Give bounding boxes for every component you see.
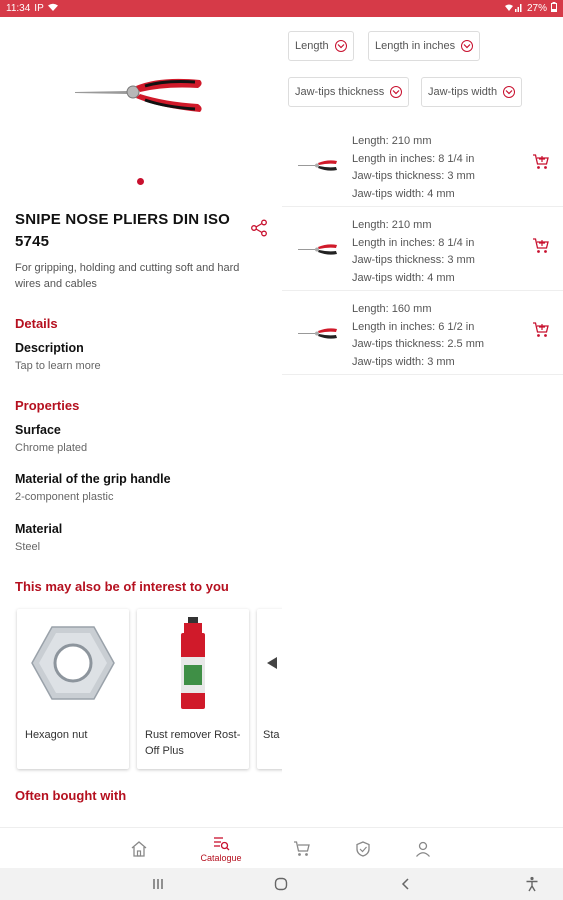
nav-shield[interactable] (338, 832, 388, 866)
filter-jaw-tips-width[interactable] (421, 77, 522, 107)
status-bar (0, 0, 563, 17)
variant-width: Jaw-tips width: 4 mm (352, 187, 455, 200)
variant-specs (352, 217, 475, 287)
description-label: Description (15, 341, 84, 355)
variant-length-inches: Length in inches: 8 1/4 in (352, 152, 475, 165)
filter-label: Jaw-tips thickness (295, 86, 385, 98)
shield-icon (354, 840, 372, 858)
filter-jaw-tips-thickness[interactable] (288, 77, 409, 107)
recommendations-heading: This may also be of interest to you (15, 579, 229, 594)
nav-account[interactable] (398, 832, 448, 866)
property-label-material: Material (15, 522, 63, 536)
nav-home[interactable] (114, 832, 164, 866)
details-heading: Details (15, 316, 58, 331)
product-card[interactable] (257, 609, 282, 769)
variant-length: Length: 160 mm (352, 303, 432, 315)
recommendations-carousel[interactable] (0, 609, 282, 771)
share-icon[interactable] (250, 219, 268, 237)
description-value: Tap to learn more (15, 360, 101, 372)
product-card-name: Sta (263, 729, 280, 741)
variant-thickness: Jaw-tips thickness: 3 mm (352, 254, 475, 266)
status-carrier: IP (34, 3, 44, 14)
signal-icon (505, 3, 523, 15)
variant-specs (352, 133, 475, 203)
cart-icon (293, 840, 311, 858)
properties-heading: Properties (15, 398, 80, 413)
product-card-name: Hexagon nut (25, 729, 88, 741)
product-description: For gripping, holding and cutting soft and hard wires and cables (15, 262, 240, 290)
back-icon (400, 877, 412, 891)
add-to-cart-icon[interactable] (532, 237, 550, 255)
chevron-down-icon (461, 40, 473, 52)
variant-thickness: Jaw-tips thickness: 2.5 mm (352, 338, 485, 350)
home-circle-icon (274, 877, 288, 891)
spray-can-image (147, 617, 239, 709)
status-time: 11:34 (6, 3, 31, 14)
nav-cart[interactable] (277, 832, 327, 866)
wifi-icon (48, 3, 58, 14)
filter-length[interactable] (288, 31, 354, 61)
variant-length: Length: 210 mm (352, 135, 432, 147)
variants-pane (282, 17, 563, 827)
image-pager-dot[interactable] (137, 178, 144, 185)
accessibility-icon (525, 876, 539, 892)
filter-length-inches[interactable] (368, 31, 480, 61)
variant-length-inches: Length in inches: 6 1/2 in (352, 320, 475, 333)
add-to-cart-icon[interactable] (532, 153, 550, 171)
product-detail-pane (0, 17, 282, 827)
product-image[interactable] (70, 72, 210, 132)
property-label-grip: Material of the grip handle (15, 472, 171, 486)
variant-thickness: Jaw-tips thickness: 3 mm (352, 170, 475, 182)
back-button[interactable] (398, 876, 414, 892)
nav-catalogue-label: Catalogue (200, 852, 242, 863)
chevron-down-icon (390, 86, 402, 98)
variant-length: Length: 210 mm (352, 219, 432, 231)
chevron-down-icon (335, 40, 347, 52)
variant-length-inches: Length in inches: 8 1/4 in (352, 236, 475, 249)
property-value-grip: 2-component plastic (15, 491, 114, 503)
product-card-name: Rust remover Rost-Off Plus (145, 729, 241, 757)
filter-label: Jaw-tips width (428, 86, 498, 98)
hexagon-nut-image (27, 617, 119, 709)
property-value-material: Steel (15, 541, 41, 553)
variant-row[interactable] (282, 207, 563, 291)
add-to-cart-icon[interactable] (532, 321, 550, 339)
often-bought-heading: Often bought with (15, 788, 127, 803)
accessibility-button[interactable] (524, 876, 540, 892)
variant-row[interactable] (282, 123, 563, 207)
pliers-thumbnail (298, 241, 338, 259)
product-card[interactable] (17, 609, 129, 769)
user-icon (414, 840, 432, 858)
product-card-image (261, 617, 282, 709)
pliers-thumbnail (298, 157, 338, 175)
recent-apps-icon (151, 878, 165, 890)
filter-label: Length in inches (375, 40, 456, 52)
catalogue-icon (212, 836, 230, 852)
product-card[interactable] (137, 609, 249, 769)
battery-icon (551, 2, 557, 15)
variant-width: Jaw-tips width: 3 mm (352, 355, 455, 368)
chevron-down-icon (503, 86, 515, 98)
property-label-surface: Surface (15, 423, 61, 437)
variant-specs (352, 301, 484, 371)
pliers-thumbnail (298, 325, 338, 343)
filter-label: Length (295, 40, 329, 52)
variant-width: Jaw-tips width: 4 mm (352, 271, 455, 284)
home-button[interactable] (273, 876, 289, 892)
bottom-navigation (0, 827, 563, 868)
product-title: SNIPE NOSE PLIERS DIN ISO 5745 (15, 211, 231, 250)
home-icon (130, 840, 148, 858)
system-navigation-bar (0, 868, 563, 900)
pliers-image (70, 72, 210, 132)
recent-apps-button[interactable] (150, 876, 166, 892)
variant-row[interactable] (282, 291, 563, 375)
nav-catalogue[interactable] (196, 832, 246, 866)
battery-level: 27% (526, 3, 547, 14)
property-value-surface: Chrome plated (15, 442, 88, 454)
